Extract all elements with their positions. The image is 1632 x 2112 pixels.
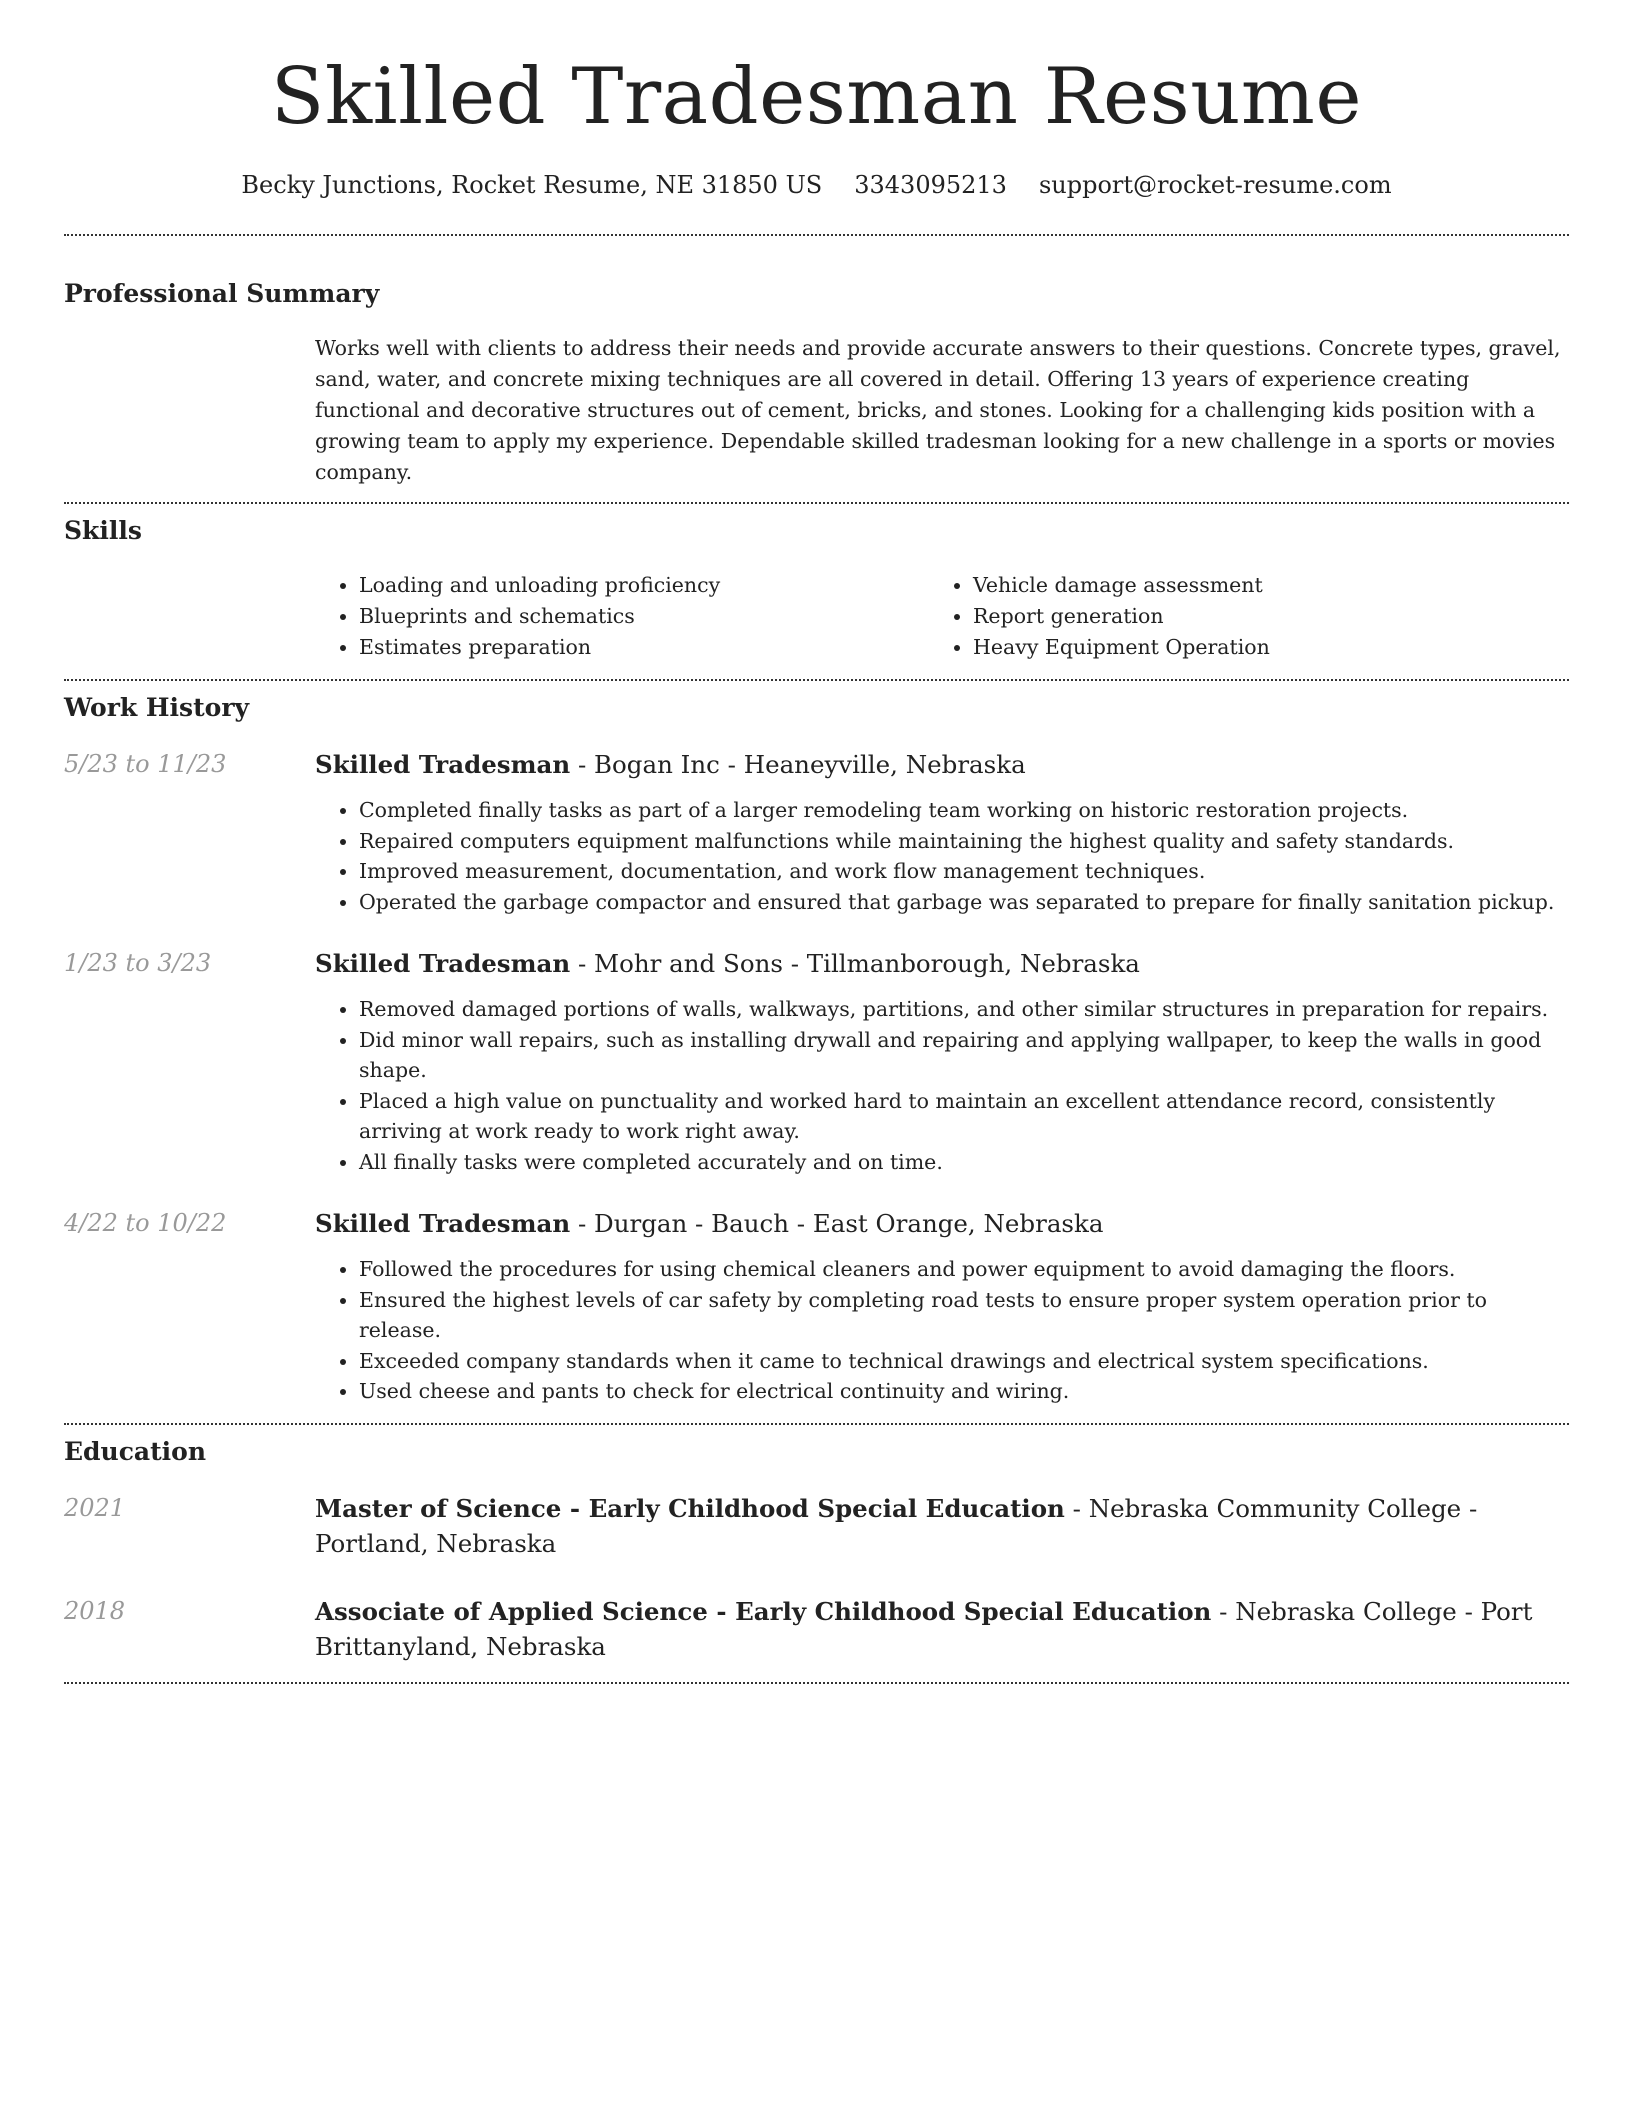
job-bullet: • Improved measurement, documentation, and work flow management techniques. [359,856,1569,887]
contact-phone: 3343095213 [854,171,1007,199]
job-bullet: • Removed damaged portions of walls, walkways, partitions, and other similar structures in preparation for repairs. [359,994,1569,1025]
summary-section [315,333,1569,488]
job-bullet: • Exceeded company standards when it came to technical drawings and electrical system specifications. [359,1346,1569,1377]
job-bullet: • Repaired computers equipment malfunctions while maintaining the highest quality and safety standards. [359,826,1569,857]
job-bullets [315,795,1569,917]
skill-item: • Heavy Equipment Operation [973,632,1543,663]
education-year: 2018 [64,1596,126,1625]
education-school-location: - Nebraska Community College - Portland, Nebraska [315,1493,1478,1558]
job-bullet: • Completed finally tasks as part of a larger remodeling team working on historic restoration projects. [359,795,1569,826]
job-heading [315,747,1569,782]
resume-title: Skilled Tradesman Resume [270,52,1363,142]
education-heading-line [315,1594,1569,1664]
summary-text: Works well with clients to address their needs and provide accurate answers to their questions. Concrete types, gravel, sand, water, and concrete mixing techniques are all covered in detail. Offering 13 years of experience creating functional and decorative structures out of cement, bricks, and stones. Looking for a challenging kids position with a growing team to apply my experience. Dependable skilled tradesman looking for a new challenge in a sports or movies company. [315,336,1561,484]
job-heading [315,946,1569,981]
job-bullet: • Ensured the highest levels of car safety by completing road tests to ensure proper system operation prior to release. [359,1285,1569,1346]
job-bullet: • Operated the garbage compactor and ensured that garbage was separated to prepare for finally sanitation pickup. [359,887,1569,918]
work-history-heading: Work History [64,693,250,722]
job-title: Skilled Tradesman [315,1209,571,1238]
divider [64,1682,1569,1684]
skills-list-left [315,570,929,663]
education-degree: Master of Science - Early Childhood Special Education [315,1493,1065,1523]
skill-item: • Estimates preparation [359,632,929,663]
skill-item: • Loading and unloading proficiency [359,570,929,601]
skill-item: • Blueprints and schematics [359,601,929,632]
job-dates: 1/23 to 3/23 [64,949,212,977]
job-company-location: - Bogan Inc - Heaneyville, Nebraska [570,750,1026,779]
skills-list-right [929,570,1543,663]
education-heading: Education [64,1436,207,1466]
resume-page [64,0,1569,1684]
job-bullets [315,1254,1569,1407]
job-entry [64,747,1569,917]
job-title: Skilled Tradesman [315,750,571,779]
job-company-location: - Mohr and Sons - Tillmanborough, Nebraska [570,949,1140,978]
job-bullet: • All finally tasks were completed accurately and on time. [359,1147,1569,1178]
job-title: Skilled Tradesman [315,949,571,978]
job-entry [64,946,1569,1177]
contact-line [64,170,1569,200]
job-bullet: • Placed a high value on punctuality and worked hard to maintain an excellent attendance record, consistently arriving at work ready to work right away. [359,1086,1569,1147]
skills-section [315,570,1569,663]
job-entry [64,1206,1569,1407]
skill-item: • Vehicle damage assessment [973,570,1543,601]
job-bullets [315,994,1569,1177]
job-dates: 4/22 to 10/22 [64,1209,227,1237]
job-heading [315,1206,1569,1241]
job-bullet: • Followed the procedures for using chemical cleaners and power equipment to avoid damaging the floors. [359,1254,1569,1285]
job-dates: 5/23 to 11/23 [64,750,227,778]
education-school-location: - Nebraska College - Port Brittanyland, Nebraska [315,1596,1533,1661]
education-degree: Associate of Applied Science - Early Childhood Special Education [315,1596,1212,1626]
contact-address: Becky Junctions, Rocket Resume, NE 31850 US [241,171,823,199]
summary-heading: Professional Summary [64,279,380,308]
job-bullet: • Did minor wall repairs, such as installing drywall and repairing and applying wallpaper, to keep the walls in good shape. [359,1025,1569,1086]
education-entry [64,1594,1569,1664]
education-entry [64,1491,1569,1561]
education-year: 2021 [64,1493,126,1522]
skills-heading: Skills [64,516,142,545]
job-bullet: • Used cheese and pants to check for electrical continuity and wiring. [359,1376,1569,1407]
skill-item: • Report generation [973,601,1543,632]
job-company-location: - Durgan - Bauch - East Orange, Nebraska [570,1209,1104,1238]
education-heading-line [315,1491,1569,1561]
contact-email[interactable]: support@rocket-resume.com [1038,171,1392,199]
